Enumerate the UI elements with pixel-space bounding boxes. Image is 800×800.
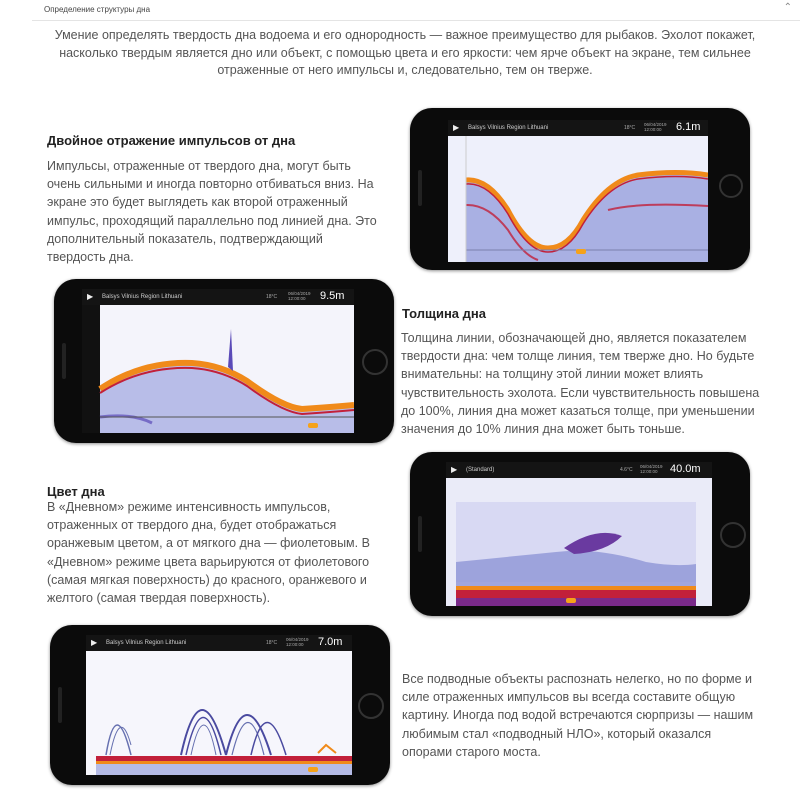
sonar-screen [446,462,712,606]
datetime-label: 06/04/2019 12:00:00 [644,122,667,132]
section-text-color: В «Дневном» режиме интенсивность импульсов, отраженных от твердого дна, будет отображаться оранжевым цветом, а от мягкого дна — фиолетовым. В «Дневном» режиме цвета варьируются от фиолетового (самая мягкая поверхность) до красного, оранжевого и желтого (самая твердая поверхность). [47,500,370,606]
chevron-up-icon[interactable]: ⌃ [783,2,792,13]
sonar-screen [82,289,354,433]
sonar-screen [448,120,708,262]
temperature-label: 4.6°C [620,467,633,473]
depth-label: 40.0m [670,463,701,475]
section-heading-double-echo: Двойное отражение импульсов от дна [47,133,296,148]
datetime-label: 06/04/2019 12:00:00 [288,291,311,301]
location-label: Balsys Vilnius Region Lithuani [102,294,183,300]
section-text-thickness: Толщина линии, обозначающей дно, является показателем твердости дна: чем толще линия, тем тверже дно. Но будьте внимательны: на толщину этой линии может влиять чувствительность эхолота. Если чувствительность повышена до 100%, линия дна может казаться толще, при уменьшении значения до 10% линия дна может быть тоньше. [401,331,760,437]
home-button [358,693,384,719]
play-icon[interactable]: ▶ [453,123,460,132]
location-label: (Standard) [466,467,495,473]
section-text-double-echo: Импульсы, отраженные от твердого дна, могут быть очень сильными и иногда повторно отбиваться вниз. На экране это будет выглядеть как второй отраженный импульс, проходящий параллельно под линией дна. Это дополнительный показатель, подтверждающий твердость дна. [47,159,377,265]
home-button [719,174,743,198]
section-text-objects: Все подводные объекты распознать нелегко, но по форме и силе отраженных импульсов вы всегда составите общую картину. Иногда под водой встречаются сюрпризы — нашим любимым стал «подводный НЛО», который оказался опорами старого моста. [402,672,754,759]
depth-label: 7.0m [318,636,343,648]
datetime-label: 06/04/2019 12:00:00 [640,464,663,474]
play-icon[interactable]: ▶ [91,638,98,647]
sonar-image [82,289,354,433]
section-heading-color: Цвет дна [47,484,105,499]
play-icon[interactable]: ▶ [451,465,458,474]
section-header[interactable] [32,0,800,21]
phone-screenshot-underwater-objects [50,625,390,785]
home-button [362,349,388,375]
temperature-label: 18°C [266,294,278,300]
play-icon[interactable]: ▶ [87,292,94,301]
datetime-label: 06/04/2019 12:00:00 [286,637,309,647]
temperature-label: 18°C [266,640,278,646]
section-heading-thickness: Толщина дна [402,306,486,321]
sonar-image [448,120,708,262]
sonar-image [86,635,352,775]
intro-text: Умение определять твердость дна водоема и его однородность — важное преимущество для рыбаков. Эхолот покажет, насколько твердым является дно или объект, с помощью цвета и его яркости: чем ярче объект на экране, тем сильнее отраженные от него импульсы и, следовательно, тем он тверже. [54,28,756,77]
depth-label: 9.5m [320,290,345,302]
phone-screenshot-bottom-thickness [54,279,394,443]
location-label: Balsys Vilnius Region Lithuani [106,640,187,646]
phone-screenshot-double-echo [410,108,750,270]
depth-label: 6.1m [676,121,701,133]
phone-screenshot-bottom-color [410,452,750,616]
location-label: Balsys Vilnius Region Lithuani [468,125,549,131]
home-button [720,522,746,548]
section-title: Определение структуры дна [44,5,151,14]
sonar-screen [86,635,352,775]
temperature-label: 18°C [624,125,636,131]
sonar-image [446,462,712,606]
